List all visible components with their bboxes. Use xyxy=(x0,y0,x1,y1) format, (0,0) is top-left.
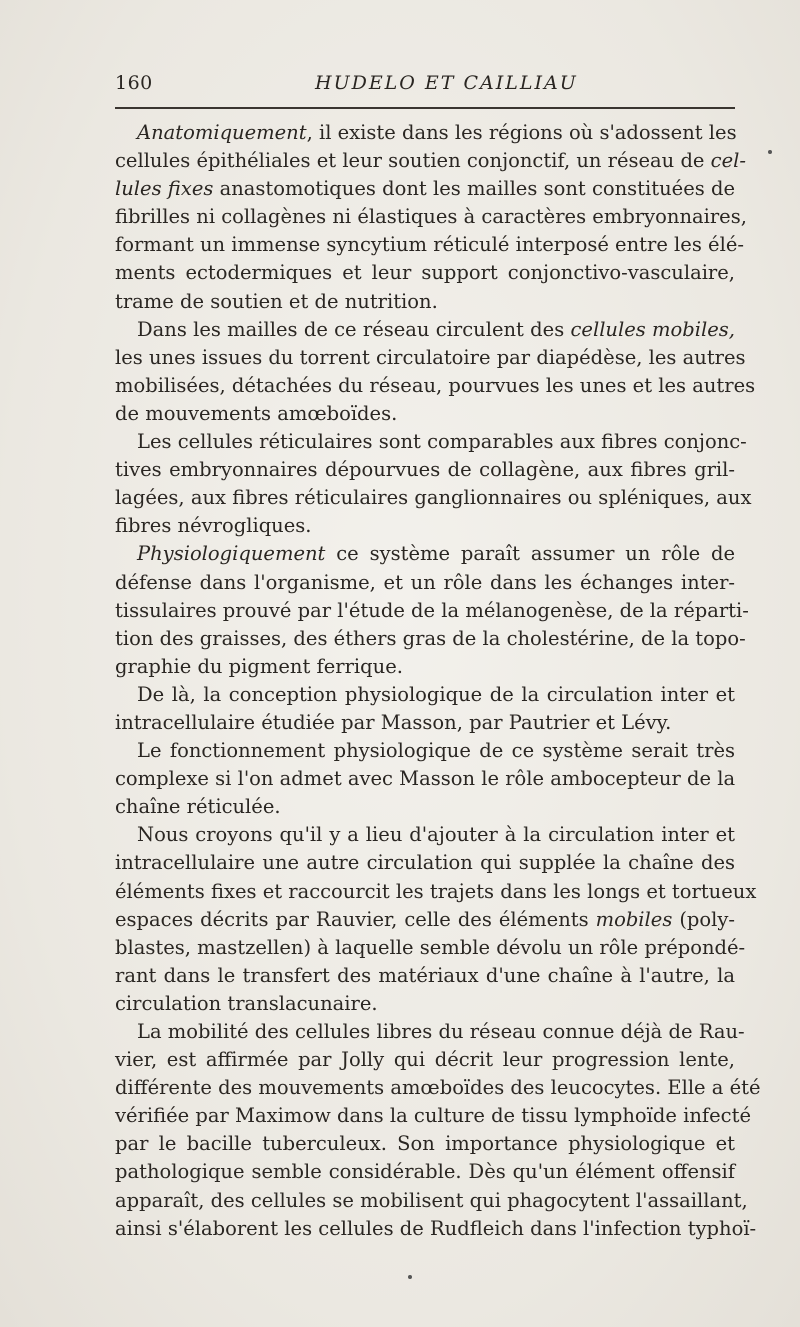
text-line: ments ectodermiques et leur support conjonctivo-vasculaire, xyxy=(115,261,735,285)
text-line: circulation translacunaire. xyxy=(115,991,378,1015)
text-line: défense dans l'organisme, et un rôle dans les échanges inter- xyxy=(115,570,735,594)
text-line: blastes, mastzellen) à laquelle semble dévolu un rôle prépondé- xyxy=(115,935,746,959)
text-line: lagées, aux fibres réticulaires ganglionnaires ou spléniques, aux xyxy=(115,486,752,510)
text-line: Dans les mailles de ce réseau circulent des cellules mobiles, xyxy=(137,317,735,341)
text-line: Physiologiquement ce système paraît assumer un rôle de xyxy=(137,542,735,566)
text-line: éléments fixes et raccourcit les trajets dans les longs et tortueux xyxy=(115,879,757,903)
italic-term: Anatomiquement xyxy=(137,121,307,144)
body-text xyxy=(115,119,761,1243)
text-line: intracellulaire une autre circulation qui supplée la chaîne des xyxy=(115,851,735,875)
running-head: HUDELO ET CAILLIAU xyxy=(315,72,578,94)
text-line: par le bacille tuberculeux. Son importance physiologique et xyxy=(115,1132,735,1156)
text-line: apparaît, des cellules se mobilisent qui phagocytent l'assaillant, xyxy=(115,1188,748,1212)
text-line: de mouvements amœboïdes. xyxy=(115,401,398,425)
text-line: rant dans le transfert des matériaux d'une chaîne à l'autre, la xyxy=(115,963,735,987)
text-line: différente des mouvements amœboïdes des leucocytes. Elle a été xyxy=(115,1076,761,1100)
text-line: formant un immense syncytium réticulé interposé entre les élé- xyxy=(115,233,744,257)
text-line: vérifiée par Maximow dans la culture de tissu lymphoïde infecté xyxy=(115,1104,751,1128)
text-line: lules fixes anastomotiques dont les mailles sont constituées de xyxy=(115,177,735,201)
text-line: intracellulaire étudiée par Masson, par Pautrier et Lévy. xyxy=(115,710,672,734)
text-line: Le fonctionnement physiologique de ce système serait très xyxy=(137,739,735,763)
text-line: La mobilité des cellules libres du réseau connue déjà de Rau- xyxy=(137,1020,745,1043)
text-line: fibres névrogliques. xyxy=(115,514,312,538)
text-line: Nous croyons qu'il y a lieu d'ajouter à la circulation inter et xyxy=(137,823,735,847)
italic-term: lules fixes xyxy=(115,177,214,201)
text-line: complexe si l'on admet avec Masson le rôle ambocepteur de la xyxy=(115,767,736,791)
text-line: ainsi s'élaborent les cellules de Rudfleich dans l'infection typhoï- xyxy=(115,1216,757,1240)
text-line: tives embryonnaires dépourvues de collagène, aux fibres gril- xyxy=(115,458,735,482)
page-number: 160 xyxy=(115,72,153,94)
page-header xyxy=(115,72,735,102)
text-line: mobilisées, détachées du réseau, pourvues les unes et les autres xyxy=(115,373,756,397)
text-line: pathologique semble considérable. Dès qu'un élément offensif xyxy=(115,1160,735,1184)
text-line: les unes issues du torrent circulatoire par diapédèse, les autres xyxy=(115,345,746,369)
text-line: fibrilles ni collagènes ni élastiques à caractères embryonnaires, xyxy=(115,205,747,229)
text-line: De là, la conception physiologique de la circulation inter et xyxy=(137,682,735,706)
italic-term: mobiles xyxy=(595,907,673,931)
text-line: cellules épithéliales et leur soutien conjonctif, un réseau de cel- xyxy=(115,149,746,173)
paper-speck xyxy=(408,1275,412,1279)
header-rule xyxy=(115,107,735,109)
text-line: vier, est affirmée par Jolly qui décrit leur progression lente, xyxy=(115,1048,735,1072)
text-line: tion des graisses, des éthers gras de la cholestérine, de la topo- xyxy=(115,626,746,650)
text-line: graphie du pigment ferrique. xyxy=(115,654,403,678)
text-line: tissulaires prouvé par l'étude de la mélanogenèse, de la réparti- xyxy=(115,598,749,622)
italic-term: cel- xyxy=(710,149,746,173)
text-line: Anatomiquement, il existe dans les régions où s'adossent les xyxy=(137,121,737,144)
text-line: Les cellules réticulaires sont comparables aux fibres conjonc- xyxy=(137,430,747,454)
text-line: trame de soutien et de nutrition. xyxy=(115,289,438,313)
text-line: chaîne réticulée. xyxy=(115,795,281,819)
text-line: espaces décrits par Rauvier, celle des éléments mobiles (poly- xyxy=(115,907,735,931)
italic-term: Physiologiquement xyxy=(137,542,326,566)
paper-speck xyxy=(768,150,772,154)
italic-term: cellules mobiles, xyxy=(570,317,735,341)
